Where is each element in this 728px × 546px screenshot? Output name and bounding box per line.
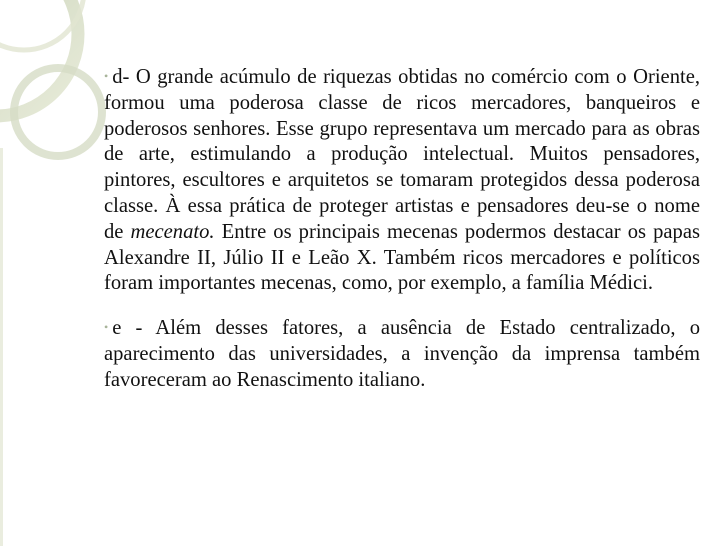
paragraph-e	[104, 315, 700, 393]
body-text	[104, 64, 700, 394]
ring-large	[0, 0, 78, 116]
bullet-icon: •	[104, 69, 109, 83]
paragraph-d-text-end: Entre os principais mecenas podermos destacar os papas Alexandre II, Júlio II e Leão X. Também ricos mercadores e políticos foram importantes mecenas, como, por exemplo, a família Médici.	[104, 220, 700, 295]
paragraph-d-emphasis: mecenato.	[130, 220, 215, 243]
ring-medium	[14, 68, 102, 156]
left-edge-accent	[0, 148, 3, 546]
paragraph-e-text: e - Além desses fatores, a ausência de Estado centralizado, o aparecimento das universidades, a invenção da imprensa também favoreceram ao Renascimento italiano.	[104, 317, 700, 391]
paragraph-d-text: d- O grande acúmulo de riquezas obtidas no comércio com o Oriente, formou uma poderosa classe de ricos mercadores, banqueiros e poderosos senhores. Esse grupo representava um mercado para as obras de arte, estimulando a produção intelectual. Muitos pensadores, pintores, escultores e arquitetos se tomaram protegidos dessa poderosa classe. À essa prática de proteger artistas e pensadores deu-se o nome de	[104, 66, 700, 243]
ring-small	[0, 0, 84, 50]
bullet-icon: •	[104, 320, 109, 335]
paragraph-d	[104, 64, 700, 297]
